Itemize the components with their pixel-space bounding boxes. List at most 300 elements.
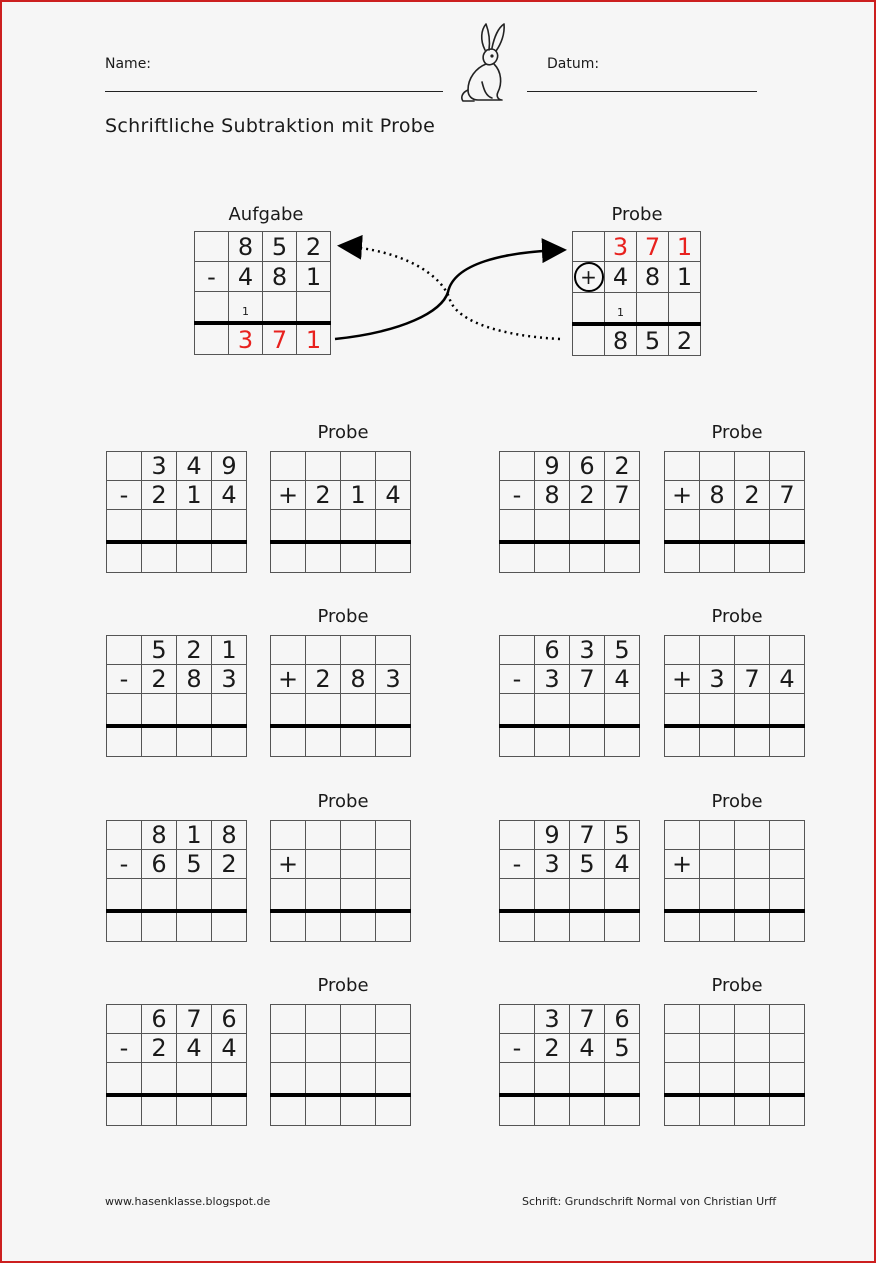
grid-cell-r3-c3[interactable]	[376, 542, 411, 573]
grid-cell-r1-c2	[177, 481, 212, 510]
grid-cell-r3-c0	[107, 911, 142, 942]
grid-digit: 8	[186, 665, 202, 693]
grid-cell-r3-c1[interactable]	[700, 911, 735, 942]
grid-cell-r3-c1[interactable]	[700, 1095, 735, 1126]
exercise-1-probe-caption: Probe	[317, 422, 369, 443]
grid-cell-r0-c1[interactable]	[700, 452, 735, 481]
exercise-6-check-grid	[664, 820, 805, 942]
grid-cell-r3-c2[interactable]	[341, 726, 376, 757]
grid-cell-r3-c2[interactable]	[341, 542, 376, 573]
grid-digit: 5	[271, 232, 288, 261]
grid-cell-r1-c1[interactable]	[700, 850, 735, 879]
grid-cell-r1-c2	[735, 665, 770, 694]
grid-cell-r2-c0	[665, 879, 700, 912]
grid-cell-r0-c0	[107, 821, 142, 850]
grid-digit: 7	[644, 232, 661, 261]
grid-cell-r0-c3[interactable]	[376, 452, 411, 481]
grid-digit: 1	[676, 232, 693, 261]
grid-cell-r0-c2	[177, 1005, 212, 1034]
grid-cell-r2-c0	[107, 1063, 142, 1096]
grid-cell-r3-c1[interactable]	[142, 1095, 177, 1126]
grid-cell-r2-c2[interactable]	[735, 510, 770, 543]
grid-cell-r2-c2[interactable]	[341, 879, 376, 912]
grid-cell-r2-c1[interactable]	[306, 1063, 341, 1096]
grid-cell-r1-c3	[605, 1034, 640, 1063]
grid-cell-r1-c1	[605, 262, 637, 293]
grid-digit: 8	[221, 821, 237, 849]
grid-cell-r2-c1[interactable]	[535, 510, 570, 543]
grid-cell-r1-c3	[212, 850, 247, 879]
exercise-7-check-grid	[270, 1004, 411, 1126]
exercise-6-task-grid	[499, 820, 640, 942]
grid-cell-r0-c3[interactable]	[376, 821, 411, 850]
grid-cell-r3-c2[interactable]	[341, 1095, 376, 1126]
grid-cell-r3-c3[interactable]	[770, 911, 805, 942]
grid-digit: 2	[151, 1034, 167, 1062]
exercise-2-check-grid	[664, 451, 805, 573]
grid-cell-r1-c1	[700, 665, 735, 694]
grid-digit: 1	[305, 262, 322, 291]
grid-cell-r3-c1[interactable]	[142, 911, 177, 942]
grid-cell-r0-c1[interactable]	[306, 636, 341, 665]
grid-cell-r2-c2[interactable]	[735, 694, 770, 727]
grid-digit: 6	[151, 850, 167, 878]
grid-digit: 7	[779, 481, 795, 509]
grid-cell-r2-c0	[195, 292, 229, 324]
example-check-grid	[572, 231, 701, 356]
grid-digit: 4	[186, 452, 202, 480]
grid-cell-r0-c3[interactable]	[376, 636, 411, 665]
grid-cell-r3-c1[interactable]	[306, 542, 341, 573]
grid-cell-r3-c3[interactable]	[212, 1095, 247, 1126]
grid-cell-r3-c1[interactable]	[306, 726, 341, 757]
grid-cell-r2-c1[interactable]	[700, 879, 735, 912]
grid-cell-r2-c0	[665, 1063, 700, 1096]
grid-cell-r1-c2	[570, 1034, 605, 1063]
grid-cell-r2-c2[interactable]	[341, 694, 376, 727]
grid-cell-r2-c1[interactable]	[306, 694, 341, 727]
grid-cell-r3-c0	[500, 542, 535, 573]
grid-cell-r3-c1[interactable]	[142, 542, 177, 573]
grid-cell-r2-c2[interactable]	[341, 1063, 376, 1096]
grid-cell-r2-c1	[229, 292, 263, 324]
grid-cell-r2-c2[interactable]	[570, 510, 605, 543]
grid-cell-r3-c1[interactable]	[535, 542, 570, 573]
grid-cell-r3-c1[interactable]	[306, 911, 341, 942]
grid-cell-r0-c1[interactable]	[306, 821, 341, 850]
exercise-6-probe-caption: Probe	[711, 791, 763, 812]
grid-digit: +	[277, 665, 299, 693]
grid-cell-r3-c2[interactable]	[735, 542, 770, 573]
exercise-1-check-grid	[270, 451, 411, 573]
grid-cell-r0-c2	[570, 636, 605, 665]
grid-cell-r1-c0	[500, 850, 535, 879]
grid-cell-r2-c3[interactable]	[212, 1063, 247, 1096]
grid-cell-r1-c2[interactable]	[341, 850, 376, 879]
grid-cell-r2-c2[interactable]	[570, 1063, 605, 1096]
grid-digit: -	[207, 262, 216, 291]
grid-digit: 7	[579, 665, 595, 693]
grid-cell-r0-c1	[535, 452, 570, 481]
grid-cell-r3-c2[interactable]	[570, 726, 605, 757]
grid-cell-r3-c0	[500, 726, 535, 757]
grid-digit: -	[119, 481, 129, 509]
grid-cell-r0-c3	[605, 821, 640, 850]
grid-digit: 5	[151, 636, 167, 664]
grid-cell-r3-c3[interactable]	[376, 726, 411, 757]
grid-digit: 7	[186, 1005, 202, 1033]
grid-cell-r2-c0	[271, 1063, 306, 1096]
grid-digit: 8	[644, 263, 661, 291]
grid-digit: 4	[614, 850, 630, 878]
grid-cell-r3-c3[interactable]	[605, 726, 640, 757]
grid-cell-r0-c2	[263, 232, 297, 262]
grid-cell-r1-c3[interactable]	[770, 1034, 805, 1063]
grid-cell-r3-c1[interactable]	[535, 726, 570, 757]
exercise-4-check-grid	[664, 635, 805, 757]
grid-cell-r2-c3[interactable]	[770, 1063, 805, 1096]
name-line[interactable]	[105, 91, 443, 92]
grid-cell-r0-c2	[570, 452, 605, 481]
grid-cell-r2-c1[interactable]	[535, 879, 570, 912]
grid-cell-r0-c0	[107, 1005, 142, 1034]
grid-cell-r3-c0	[195, 323, 229, 355]
grid-cell-r3-c3[interactable]	[376, 911, 411, 942]
grid-digit: -	[512, 481, 522, 509]
grid-cell-r3-c3[interactable]	[605, 1095, 640, 1126]
grid-cell-r0-c2	[177, 821, 212, 850]
grid-cell-r2-c3[interactable]	[605, 1063, 640, 1096]
grid-digit: 7	[744, 665, 760, 693]
grid-cell-r0-c2	[637, 232, 669, 262]
grid-cell-r0-c2[interactable]	[735, 452, 770, 481]
grid-cell-r1-c2	[341, 481, 376, 510]
grid-cell-r3-c2[interactable]	[735, 911, 770, 942]
grid-cell-r1-c1	[142, 850, 177, 879]
exercise-1-task-grid	[106, 451, 247, 573]
grid-cell-r1-c3	[669, 262, 701, 293]
grid-digit: 5	[614, 636, 630, 664]
grid-cell-r1-c2	[177, 1034, 212, 1063]
grid-cell-r3-c2[interactable]	[341, 911, 376, 942]
grid-digit: 8	[237, 232, 254, 261]
grid-cell-r3-c3[interactable]	[376, 1095, 411, 1126]
grid-cell-r3-c0	[500, 1095, 535, 1126]
grid-cell-r0-c2	[177, 452, 212, 481]
grid-cell-r3-c0	[107, 542, 142, 573]
grid-cell-r0-c1	[229, 232, 263, 262]
grid-cell-r3-c1[interactable]	[142, 726, 177, 757]
grid-digit: 1	[221, 636, 237, 664]
exercise-8-probe-caption: Probe	[711, 975, 763, 996]
grid-cell-r3-c2[interactable]	[177, 1095, 212, 1126]
grid-cell-r0-c1[interactable]	[700, 636, 735, 665]
grid-cell-r2-c1[interactable]	[700, 510, 735, 543]
grid-cell-r2-c0	[500, 1063, 535, 1096]
grid-cell-r2-c2[interactable]	[177, 879, 212, 912]
grid-cell-r2-c3[interactable]	[376, 694, 411, 727]
grid-cell-r0-c0	[665, 452, 700, 481]
grid-digit: +	[671, 481, 693, 509]
grid-cell-r0-c3[interactable]	[770, 452, 805, 481]
grid-digit: 4	[385, 481, 401, 509]
grid-cell-r0-c0	[271, 636, 306, 665]
example-task-caption: Aufgabe	[228, 204, 304, 225]
grid-cell-r3-c1[interactable]	[700, 542, 735, 573]
grid-cell-r2-c1[interactable]	[306, 879, 341, 912]
grid-cell-r3-c0	[271, 1095, 306, 1126]
grid-cell-r3-c0	[271, 542, 306, 573]
grid-digit: 2	[614, 452, 630, 480]
grid-cell-r1-c2	[637, 262, 669, 293]
grid-cell-r2-c2[interactable]	[177, 510, 212, 543]
grid-cell-r1-c1[interactable]	[306, 1034, 341, 1063]
grid-cell-r1-c2	[570, 665, 605, 694]
grid-cell-r2-c0	[271, 879, 306, 912]
grid-cell-r3-c0	[665, 542, 700, 573]
grid-cell-r0-c1	[535, 1005, 570, 1034]
grid-digit: 4	[614, 665, 630, 693]
grid-cell-r2-c3[interactable]	[605, 694, 640, 727]
grid-cell-r3-c3[interactable]	[212, 911, 247, 942]
grid-cell-r3-c3[interactable]	[770, 1095, 805, 1126]
grid-digit: 3	[544, 850, 560, 878]
grid-digit: 1	[242, 304, 249, 318]
grid-cell-r2-c2[interactable]	[177, 694, 212, 727]
grid-cell-r3-c3[interactable]	[605, 542, 640, 573]
grid-cell-r0-c2[interactable]	[341, 452, 376, 481]
grid-cell-r2-c3[interactable]	[376, 1063, 411, 1096]
page-title: Schriftliche Subtraktion mit Probe	[105, 115, 436, 137]
grid-cell-r1-c3[interactable]	[376, 1034, 411, 1063]
grid-cell-r3-c3[interactable]	[770, 726, 805, 757]
grid-digit: 8	[151, 821, 167, 849]
grid-cell-r3-c1	[229, 323, 263, 355]
grid-cell-r2-c2[interactable]	[570, 879, 605, 912]
grid-digit: 2	[315, 481, 331, 509]
grid-cell-r2-c3[interactable]	[770, 694, 805, 727]
grid-cell-r0-c2[interactable]	[735, 821, 770, 850]
grid-cell-r0-c1	[142, 636, 177, 665]
grid-cell-r2-c1[interactable]	[142, 694, 177, 727]
grid-cell-r3-c2[interactable]	[570, 911, 605, 942]
grid-cell-r3-c0	[665, 726, 700, 757]
grid-cell-r2-c3[interactable]	[605, 510, 640, 543]
grid-cell-r3-c3	[669, 324, 701, 356]
grid-digit: 2	[186, 636, 202, 664]
plus-circle-icon: +	[574, 262, 604, 292]
footer-website: www.hasenklasse.blogspot.de	[105, 1195, 271, 1208]
grid-cell-r0-c3[interactable]	[770, 821, 805, 850]
grid-cell-r0-c2[interactable]	[735, 1005, 770, 1034]
grid-cell-r0-c0	[271, 452, 306, 481]
grid-cell-r2-c2[interactable]	[735, 879, 770, 912]
grid-cell-r1-c1	[535, 665, 570, 694]
grid-cell-r1-c2	[570, 850, 605, 879]
grid-digit: 4	[779, 665, 795, 693]
grid-cell-r1-c2	[341, 665, 376, 694]
footer-font-credit: Schrift: Grundschrift Normal von Christian Urff	[522, 1195, 777, 1208]
grid-cell-r3-c2[interactable]	[735, 1095, 770, 1126]
grid-digit: 3	[221, 665, 237, 693]
grid-cell-r2-c1[interactable]	[306, 510, 341, 543]
grid-cell-r3-c1[interactable]	[306, 1095, 341, 1126]
grid-cell-r3-c2[interactable]	[570, 1095, 605, 1126]
grid-cell-r1-c0	[107, 481, 142, 510]
grid-cell-r1-c0	[271, 1034, 306, 1063]
grid-cell-r2-c0	[665, 510, 700, 543]
grid-cell-r1-c1	[142, 1034, 177, 1063]
grid-cell-r2-c2[interactable]	[735, 1063, 770, 1096]
grid-cell-r1-c2[interactable]	[735, 850, 770, 879]
grid-cell-r0-c2	[570, 821, 605, 850]
grid-cell-r2-c2[interactable]	[177, 1063, 212, 1096]
grid-digit: 4	[186, 1034, 202, 1062]
grid-cell-r2-c3[interactable]	[770, 879, 805, 912]
grid-cell-r3-c2[interactable]	[177, 542, 212, 573]
grid-cell-r2-c1[interactable]	[535, 1063, 570, 1096]
grid-cell-r1-c1	[535, 481, 570, 510]
grid-digit: 2	[744, 481, 760, 509]
grid-cell-r1-c1	[700, 481, 735, 510]
grid-cell-r1-c2	[177, 850, 212, 879]
grid-cell-r3-c1	[605, 324, 637, 356]
grid-digit: -	[512, 850, 522, 878]
grid-digit: 8	[544, 481, 560, 509]
grid-digit: 8	[271, 262, 288, 291]
grid-cell-r0-c3[interactable]	[770, 636, 805, 665]
grid-cell-r0-c2	[177, 636, 212, 665]
date-line[interactable]	[527, 91, 757, 92]
grid-cell-r2-c0	[500, 694, 535, 727]
grid-cell-r2-c1[interactable]	[535, 694, 570, 727]
grid-cell-r3-c0	[271, 726, 306, 757]
grid-cell-r3-c3[interactable]	[770, 542, 805, 573]
grid-cell-r3-c1[interactable]	[700, 726, 735, 757]
grid-cell-r1-c2	[735, 481, 770, 510]
name-label: Name:	[105, 56, 152, 72]
grid-cell-r1-c1	[229, 262, 263, 292]
grid-cell-r3-c2[interactable]	[570, 542, 605, 573]
grid-cell-r2-c1[interactable]	[142, 879, 177, 912]
grid-digit: +	[671, 850, 693, 878]
grid-cell-r0-c3[interactable]	[770, 1005, 805, 1034]
grid-cell-r1-c3[interactable]	[376, 850, 411, 879]
grid-cell-r2-c3[interactable]	[605, 879, 640, 912]
grid-cell-r0-c2[interactable]	[341, 1005, 376, 1034]
grid-cell-r2-c1[interactable]	[142, 1063, 177, 1096]
grid-digit: 2	[151, 481, 167, 509]
grid-cell-r1-c3	[605, 850, 640, 879]
grid-digit: 1	[186, 481, 202, 509]
grid-cell-r0-c2[interactable]	[341, 636, 376, 665]
grid-digit: 1	[676, 263, 693, 291]
grid-cell-r3-c1[interactable]	[535, 911, 570, 942]
grid-cell-r3-c0	[107, 1095, 142, 1126]
grid-cell-r0-c0	[271, 1005, 306, 1034]
grid-digit: 6	[544, 636, 560, 664]
grid-cell-r2-c1[interactable]	[142, 510, 177, 543]
exercise-5-check-grid	[270, 820, 411, 942]
grid-cell-r3-c2[interactable]	[177, 726, 212, 757]
example-task-grid	[194, 231, 331, 355]
grid-cell-r0-c1[interactable]	[700, 1005, 735, 1034]
grid-cell-r1-c2[interactable]	[735, 1034, 770, 1063]
grid-cell-r0-c2[interactable]	[735, 636, 770, 665]
grid-cell-r3-c1[interactable]	[535, 1095, 570, 1126]
grid-cell-r1-c1[interactable]	[306, 850, 341, 879]
grid-cell-r1-c1[interactable]	[700, 1034, 735, 1063]
grid-digit: 6	[614, 1005, 630, 1033]
grid-cell-r0-c0	[500, 636, 535, 665]
grid-cell-r3-c2	[263, 323, 297, 355]
grid-cell-r2-c3[interactable]	[770, 510, 805, 543]
grid-cell-r1-c2[interactable]	[341, 1034, 376, 1063]
grid-cell-r0-c1[interactable]	[306, 452, 341, 481]
grid-cell-r0-c0	[665, 636, 700, 665]
exercise-7-probe-caption: Probe	[317, 975, 369, 996]
grid-cell-r2-c1[interactable]	[700, 1063, 735, 1096]
grid-cell-r2-c3[interactable]	[212, 879, 247, 912]
arrow-result-to-check	[335, 250, 562, 339]
grid-cell-r0-c1[interactable]	[306, 1005, 341, 1034]
grid-digit: 5	[186, 850, 202, 878]
grid-cell-r0-c2	[570, 1005, 605, 1034]
exercise-5-probe-caption: Probe	[317, 791, 369, 812]
grid-cell-r2-c0	[107, 510, 142, 543]
grid-cell-r2-c3[interactable]	[376, 510, 411, 543]
grid-cell-r3-c3[interactable]	[212, 726, 247, 757]
grid-cell-r2-c2[interactable]	[570, 694, 605, 727]
grid-cell-r1-c0	[500, 1034, 535, 1063]
grid-digit: 5	[579, 850, 595, 878]
grid-cell-r0-c1[interactable]	[700, 821, 735, 850]
exercise-2-task-grid	[499, 451, 640, 573]
grid-cell-r2-c3[interactable]	[212, 510, 247, 543]
grid-cell-r3-c2[interactable]	[735, 726, 770, 757]
grid-cell-r1-c3	[376, 665, 411, 694]
grid-digit: 4	[237, 262, 254, 291]
grid-digit: 6	[579, 452, 595, 480]
grid-cell-r1-c0	[500, 481, 535, 510]
grid-cell-r1-c3	[212, 665, 247, 694]
grid-cell-r3-c3[interactable]	[212, 542, 247, 573]
grid-cell-r0-c3[interactable]	[376, 1005, 411, 1034]
grid-cell-r3-c0	[107, 726, 142, 757]
grid-cell-r1-c3	[605, 665, 640, 694]
grid-cell-r2-c3[interactable]	[376, 879, 411, 912]
grid-cell-r1-c1	[142, 665, 177, 694]
grid-cell-r0-c0	[573, 232, 605, 262]
grid-cell-r2-c2[interactable]	[341, 510, 376, 543]
grid-cell-r0-c3	[212, 636, 247, 665]
grid-cell-r1-c2	[570, 481, 605, 510]
grid-cell-r0-c2[interactable]	[341, 821, 376, 850]
exercise-2-probe-caption: Probe	[711, 422, 763, 443]
grid-cell-r1-c3[interactable]	[770, 850, 805, 879]
grid-digit: +	[277, 481, 299, 509]
grid-cell-r2-c3[interactable]	[212, 694, 247, 727]
grid-digit: 3	[612, 232, 629, 261]
grid-digit: +	[277, 850, 299, 878]
grid-cell-r3-c2[interactable]	[177, 911, 212, 942]
exercise-4-task-grid	[499, 635, 640, 757]
grid-digit: 4	[221, 1034, 237, 1062]
exercise-3-probe-caption: Probe	[317, 606, 369, 627]
grid-digit: 8	[350, 665, 366, 693]
grid-cell-r2-c1[interactable]	[700, 694, 735, 727]
grid-cell-r3-c3[interactable]	[605, 911, 640, 942]
